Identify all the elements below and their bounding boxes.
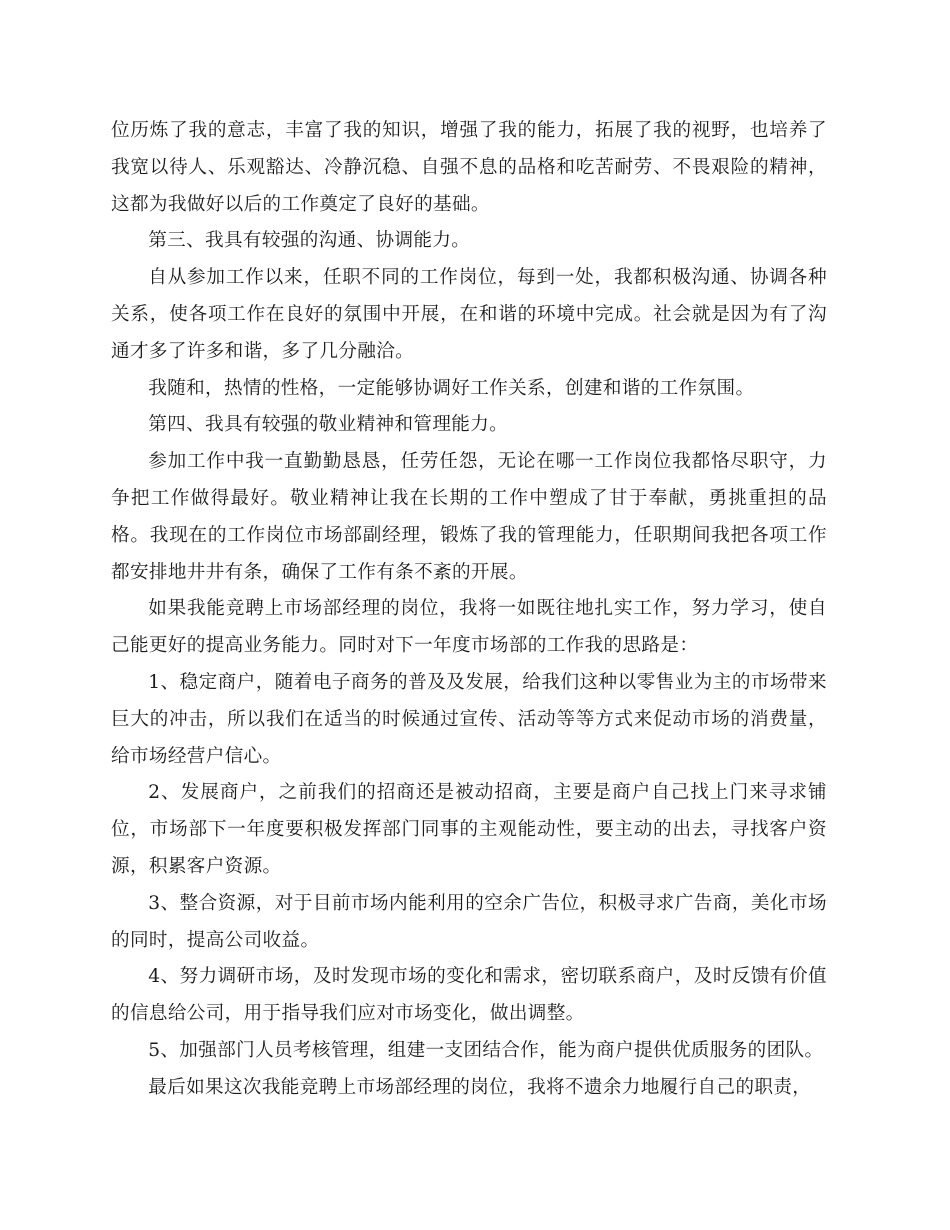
paragraph-dedication: 参加工作中我一直勤勤恳恳，任劳任怨，无论在哪一工作岗位我都恪尽职守，力争把工作做得最好。敬业精神让我在长期的工作中塑成了甘于奉献，勇挑重担的品格。我现在的工作岗位市场部副经理，锻炼了我的管理能力，任职期间我把各项工作都安排地井井有条，确保了工作有条不紊的开展。 xyxy=(111,451,827,583)
paragraph-personality: 我随和，热情的性格，一定能够协调好工作关系，创建和谐的工作氛围。 xyxy=(148,377,755,399)
paragraph-plan-intro: 如果我能竞聘上市场部经理的岗位，我将一如既往地扎实工作，努力学习，使自己能更好的提高业务能力。同时对下一年度市场部的工作我的思路是： xyxy=(111,598,827,657)
paragraph-plan-item-4: 4、努力调研市场，及时发现市场的变化和需求，密切联系商户，及时反馈有价值的信息给公司，用于指导我们应对市场变化，做出调整。 xyxy=(111,966,827,1025)
paragraph-communication: 自从参加工作以来，任职不同的工作岗位，每到一处，我都积极沟通、协调各种关系，使各项工作在良好的氛围中开展，在和谐的环境中完成。社会就是因为有了沟通才多了许多和谐，多了几分融洽。 xyxy=(111,267,827,362)
paragraph-point-three-heading: 第三、我具有较强的沟通、协调能力。 xyxy=(148,230,471,252)
paragraph-closing: 最后如果这次我能竞聘上市场部经理的岗位，我将不遗余力地履行自己的职责， xyxy=(148,1076,812,1098)
paragraph-point-four-heading: 第四、我具有较强的敬业精神和管理能力。 xyxy=(148,414,509,436)
paragraph-plan-item-1: 1、稳定商户，随着电子商务的普及及发展，给我们这种以零售业为主的市场带来巨大的冲击，所以我们在适当的时候通过宣传、活动等等方式来促动市场的消费量，给市场经营户信心。 xyxy=(111,671,827,767)
document-body xyxy=(111,113,827,1107)
paragraph-plan-item-5: 5、加强部门人员考核管理，组建一支团结合作，能为商户提供优质服务的团队。 xyxy=(148,1039,824,1061)
paragraph-plan-item-2: 2、发展商户，之前我们的招商还是被动招商，主要是商户自己找上门来寻求铺位，市场部下一年度要积极发挥部门同事的主观能动性，要主动的出去，寻找客户资源，积累客户资源。 xyxy=(111,782,827,877)
paragraph-continuation: 位历炼了我的意志，丰富了我的知识，增强了我的能力，拓展了我的视野，也培养了我宽以待人、乐观豁达、冷静沉稳、自强不息的品格和吃苦耐劳、不畏艰险的精神，这都为我做好以后的工作奠定了良好的基础。 xyxy=(111,120,827,215)
paragraph-plan-item-3: 3、整合资源，对于目前市场内能利用的空余广告位，积极寻求广告商，美化市场的同时，提高公司收益。 xyxy=(111,892,827,951)
